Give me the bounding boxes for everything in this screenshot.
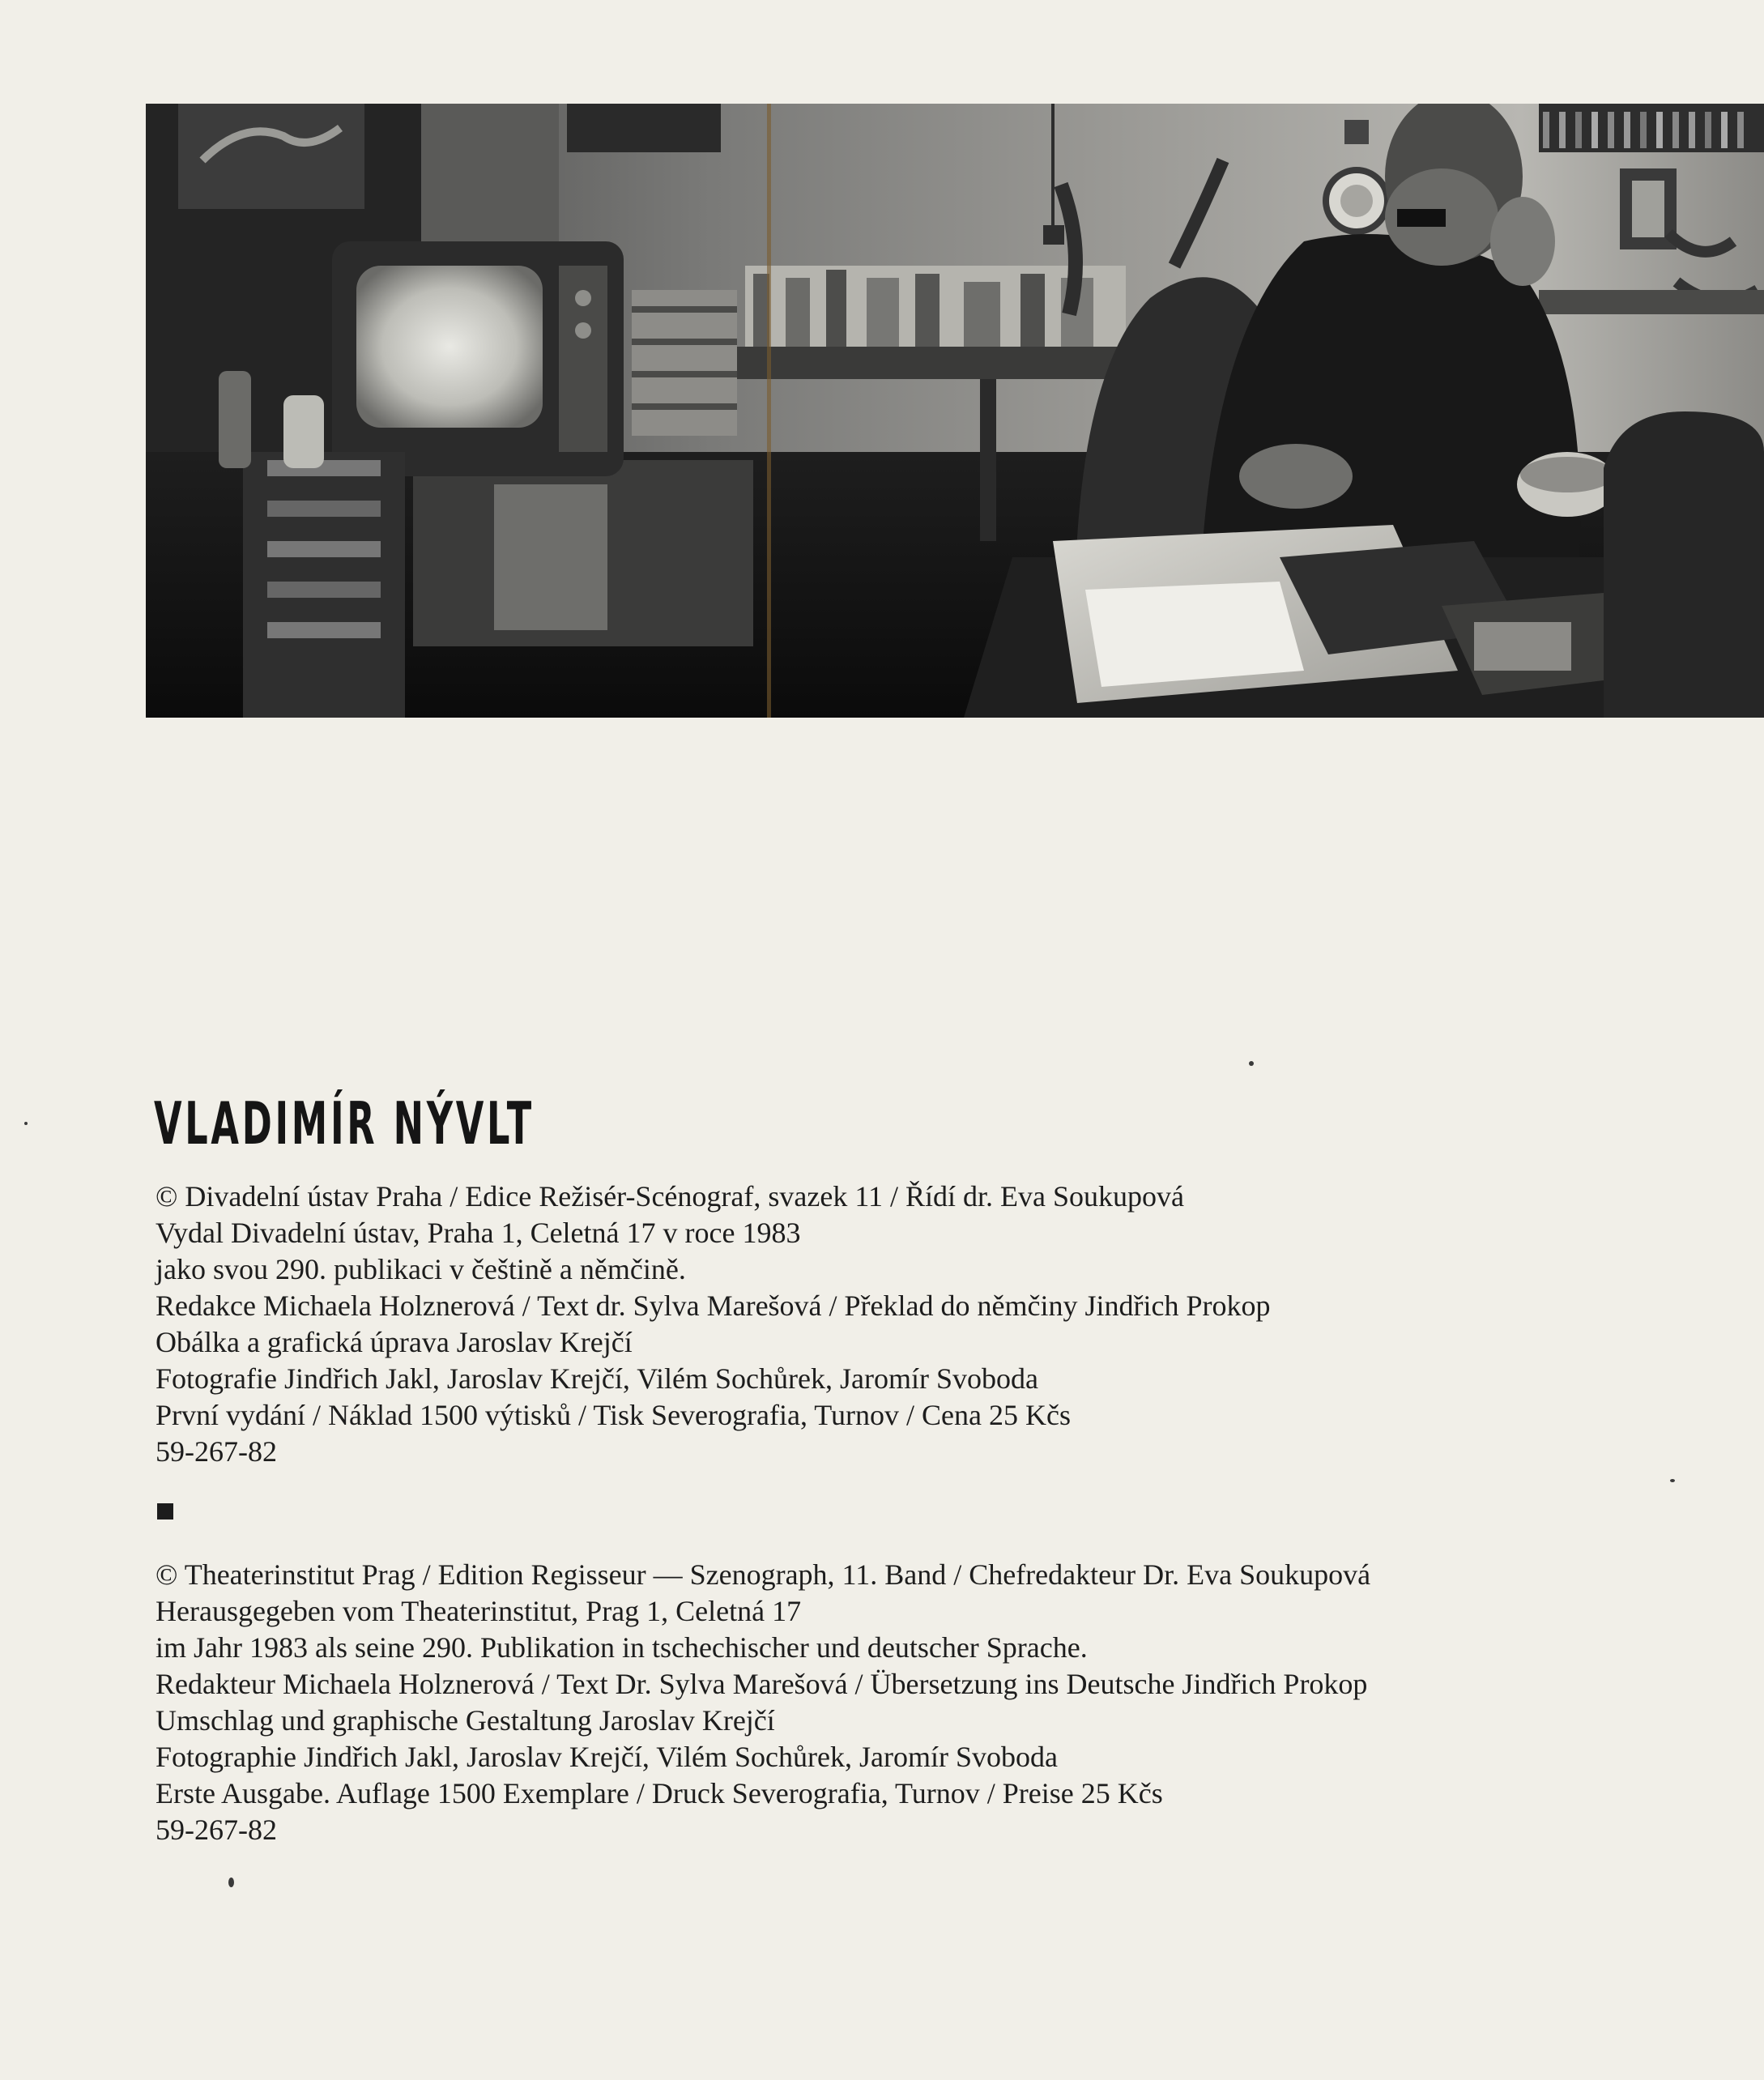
imprint-line: Erste Ausgabe. Auflage 1500 Exemplare / Druck Severografia, Turnov / Preise 25 Kčs bbox=[156, 1777, 1163, 1809]
imprint-line: Fotographie Jindřich Jakl, Jaroslav Krejčí, Vilém Sochůrek, Jaromír Svoboda bbox=[156, 1741, 1058, 1773]
imprint-line: 59-267-82 bbox=[156, 1814, 277, 1846]
imprint-line: Obálka a grafická úprava Jaroslav Krejčí bbox=[156, 1326, 633, 1358]
paper-speck bbox=[1670, 1479, 1675, 1482]
imprint-czech bbox=[156, 1179, 1694, 1470]
imprint-line: Vydal Divadelní ústav, Praha 1, Celetná 17 v roce 1983 bbox=[156, 1217, 801, 1249]
imprint-line: Redakteur Michaela Holznerová / Text Dr. Sylva Marešová / Übersetzung ins Deutsche Jindřich Prokop bbox=[156, 1668, 1368, 1700]
paper-speck bbox=[1249, 1061, 1254, 1066]
imprint-line: 59-267-82 bbox=[156, 1435, 277, 1468]
imprint-line: Herausgegeben vom Theaterinstitut, Prag 1, Celetná 17 bbox=[156, 1595, 802, 1627]
page-title: VLADIMÍR NÝVLT bbox=[154, 1089, 535, 1157]
imprint-line: Redakce Michaela Holznerová / Text dr. Sylva Marešová / Překlad do němčiny Jindřich Prokop bbox=[156, 1289, 1271, 1322]
imprint-german bbox=[156, 1557, 1694, 1848]
imprint-line: Fotografie Jindřich Jakl, Jaroslav Krejčí, Vilém Sochůrek, Jaromír Svoboda bbox=[156, 1362, 1038, 1395]
separator-square bbox=[157, 1503, 173, 1520]
imprint-line: im Jahr 1983 als seine 290. Publikation in tschechischer und deutscher Sprache. bbox=[156, 1631, 1088, 1664]
imprint-line: © Divadelní ústav Praha / Edice Režisér-Scénograf, svazek 11 / Řídí dr. Eva Soukupová bbox=[156, 1180, 1184, 1213]
imprint-line: První vydání / Náklad 1500 výtisků / Tisk Severografia, Turnov / Cena 25 Kčs bbox=[156, 1399, 1071, 1431]
imprint-line: jako svou 290. publikaci v češtině a němčině. bbox=[156, 1253, 686, 1285]
imprint-line: Umschlag und graphische Gestaltung Jaroslav Krejčí bbox=[156, 1704, 775, 1737]
paper-speck bbox=[228, 1878, 234, 1887]
imprint-line: © Theaterinstitut Prag / Edition Regisseur — Szenograph, 11. Band / Chefredakteur Dr. Eva Soukupová bbox=[156, 1558, 1371, 1591]
paper-speck bbox=[24, 1122, 28, 1125]
header-photograph bbox=[146, 104, 1764, 718]
